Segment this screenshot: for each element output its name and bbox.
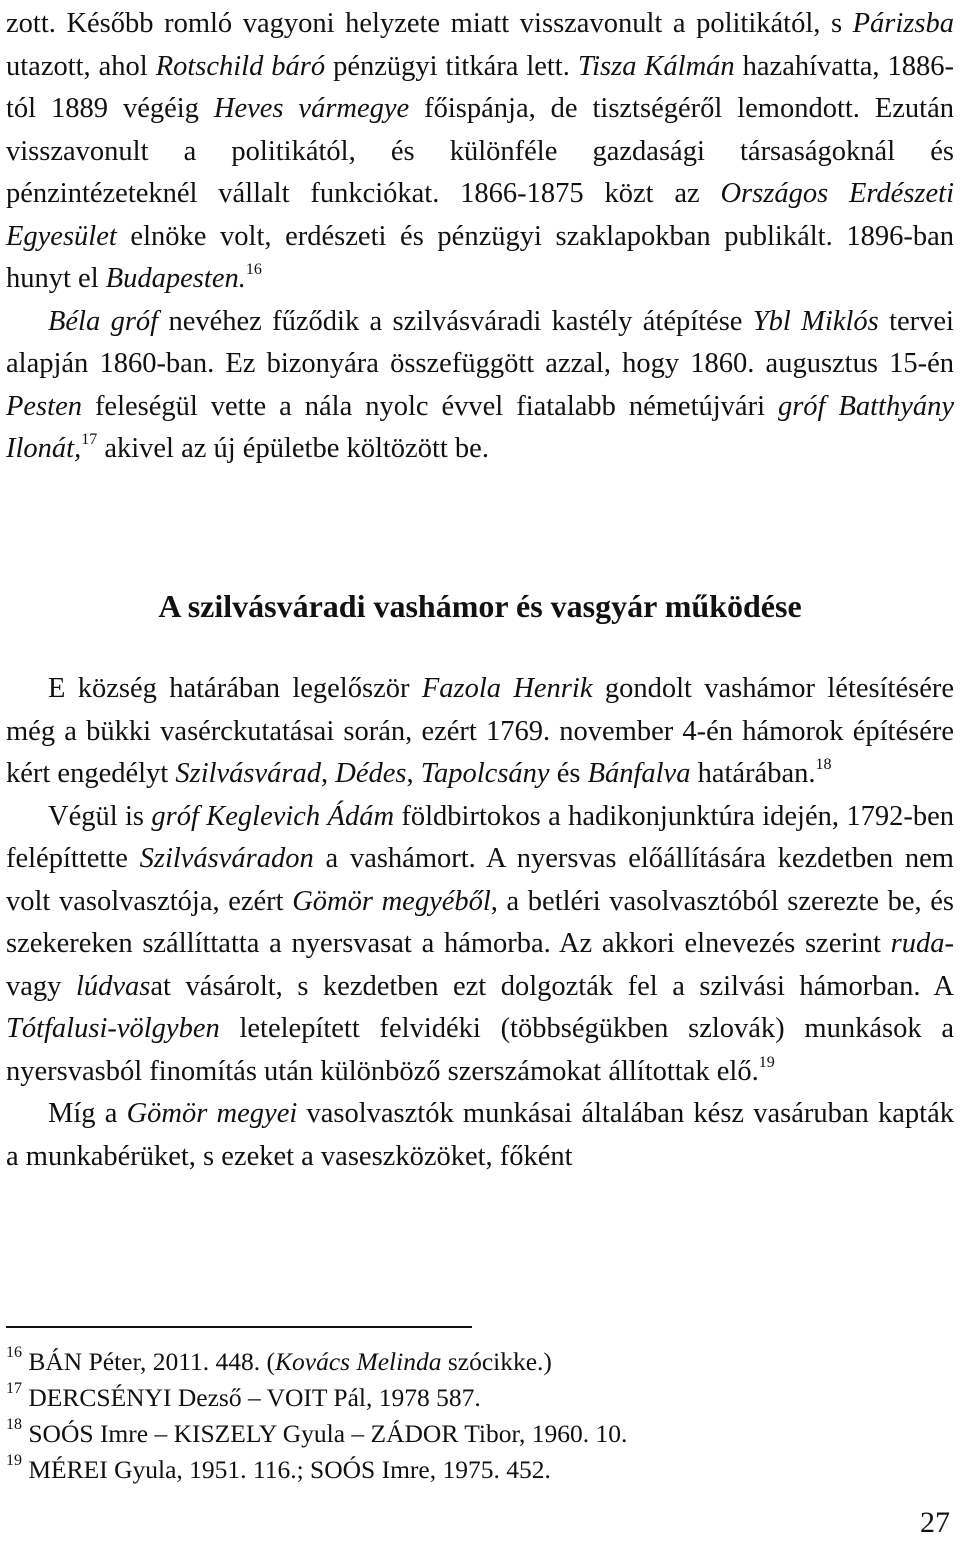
italic-run: Bánfalva [587, 758, 691, 789]
footnote-ref[interactable]: 17 [81, 431, 98, 448]
text-run: at vásárolt, s kezdetben ezt dolgozták fel a szilvási hámorban. A [150, 970, 954, 1002]
footnote-number: 19 [6, 1452, 22, 1469]
footnote-separator [6, 1326, 472, 1328]
text-run: akivel az új épületbe költözött be. [97, 433, 489, 464]
footnote-number: 16 [6, 1344, 22, 1361]
text-run: feleségül vette a nála nyolc évvel fiatalabb németújvári [81, 390, 778, 422]
italic-run: Budapesten. [105, 263, 246, 294]
italic-run: Gömör megyéből [292, 885, 491, 917]
text-run: DERCSÉNYI Dezső – VOIT Pál, 1978 587. [28, 1383, 481, 1412]
italic-run: Rotschild báró [155, 50, 326, 82]
italic-run: gróf Keglevich Ádám [151, 800, 395, 832]
italic-run: Kovács Melinda [275, 1347, 442, 1376]
footnote-number: 18 [6, 1416, 22, 1433]
text-run: SOÓS Imre – KISZELY Gyula – ZÁDOR Tibor, 1960. 10. [28, 1419, 628, 1448]
text-run: gondolt vashámor létesítésére még a bükki vasérckutatásai során, ezért 1769. november 4-én hámorok építésére kért engedélyt [6, 673, 954, 789]
text-run: hazahívatta, 1886-tól 1889 végéig [6, 50, 954, 124]
text-run: főispánja, de tisztségéről lemondott. Ezután visszavonult a politikától, és különféle gazdasági társaságoknál és pénzintézeteknél vállalt funkciókat. 1866-1875 közt az [6, 93, 954, 209]
paragraph [6, 301, 954, 471]
footnote-ref[interactable]: 18 [815, 756, 832, 773]
footnote-ref[interactable]: 19 [758, 1053, 775, 1071]
footnote [6, 1416, 954, 1452]
italic-run: ruda [890, 928, 945, 959]
text-run: a vashámort. A nyersvas előállítására kezdetben nem volt vasolvasztója, ezért [6, 843, 954, 917]
paragraph [6, 1093, 954, 1178]
text-run: MÉREI Gyula, 1951. 116.; SOÓS Imre, 1975. 452. [28, 1455, 551, 1484]
italic-run: Tótfalusi-völgyben [6, 1013, 220, 1044]
footnote [6, 1380, 954, 1416]
text-run: - vagy [6, 928, 954, 1002]
italic-run: Párizsba [852, 8, 954, 39]
paragraph [6, 668, 954, 796]
text-run: , a betléri vasolvasztóból szerezte be, és szekereken szállíttatta a nyersvasat a hámorba. Az akkori elnevezés szerint [6, 885, 954, 959]
italic-run: Tisza Kálmán [577, 50, 735, 82]
text-run: szócikke.) [441, 1347, 552, 1376]
text-run: E község határában legelőször [48, 673, 422, 704]
text-run: Míg a [48, 1098, 127, 1129]
text-run: vasolvasztók munkásai általában kész vasáruban kapták a munkabérüket, s ezeket a vaseszközöket, főként [6, 1098, 954, 1172]
italic-run: Dédes [335, 758, 407, 789]
italic-run: Pesten [6, 390, 82, 422]
italic-run: lúdvas [75, 970, 151, 1002]
text-run: elnöke volt, erdészeti és pénzügyi szaklapokban publikált. 1896-ban hunyt el [6, 220, 954, 294]
text-run: , [406, 758, 421, 789]
text-run: és [549, 758, 588, 789]
text-run: utazott, ahol [6, 50, 156, 82]
page-number: 27 [920, 1506, 950, 1539]
footnote-ref[interactable]: 16 [245, 261, 262, 278]
intro-text [6, 3, 954, 471]
text-run: földbirtokos a hadikonjunktúra idején, 1792-ben felépíttette [6, 800, 954, 874]
italic-run: Ybl Miklós [752, 305, 879, 337]
italic-run: gróf Batthyány Ilonát, [6, 390, 954, 464]
italic-run: Szilvásváradon [139, 843, 314, 874]
footnote [6, 1452, 954, 1488]
text-run: BÁN Péter, 2011. 448. ( [28, 1347, 276, 1376]
text-run: zott. Később romló vagyoni helyzete miatt visszavonult a politikától, s [6, 8, 853, 39]
italic-run: Béla gróf [48, 305, 159, 337]
italic-run: Heves vármegye [213, 93, 410, 124]
italic-run: Tapolcsány [420, 758, 550, 789]
footnote [6, 1344, 954, 1380]
italic-run: Szilvásvárad [175, 758, 322, 789]
section-heading: A szilvásváradi vashámor és vasgyár működése [158, 588, 802, 624]
text-run: Végül is [48, 800, 152, 832]
text-run: nevéhez fűződik a szilvásváradi kastély átépítése [158, 305, 753, 337]
text-run: , [321, 758, 336, 789]
paragraph [6, 796, 954, 1094]
text-run: határában. [690, 758, 816, 789]
italic-run: Országos Erdészeti Egyesület [6, 178, 954, 252]
section-body [6, 668, 954, 1178]
italic-run: Fazola Henrik [421, 673, 593, 704]
text-run: pénzügyi titkára lett. [325, 50, 578, 82]
text-run: tervei alapján 1860-ban. Ez bizonyára összefüggött azzal, hogy 1860. augusztus 15-én [6, 305, 954, 379]
italic-run: Gömör megyei [126, 1098, 298, 1129]
footnote-number: 17 [6, 1380, 22, 1397]
footnotes [6, 1344, 954, 1488]
document-page [6, 0, 954, 1555]
paragraph [6, 3, 954, 301]
text-run: letelepített felvidéki (többségükben szlovák) munkások a nyersvasból finomítás után különböző szerszámokat állítottak elő. [6, 1013, 954, 1087]
